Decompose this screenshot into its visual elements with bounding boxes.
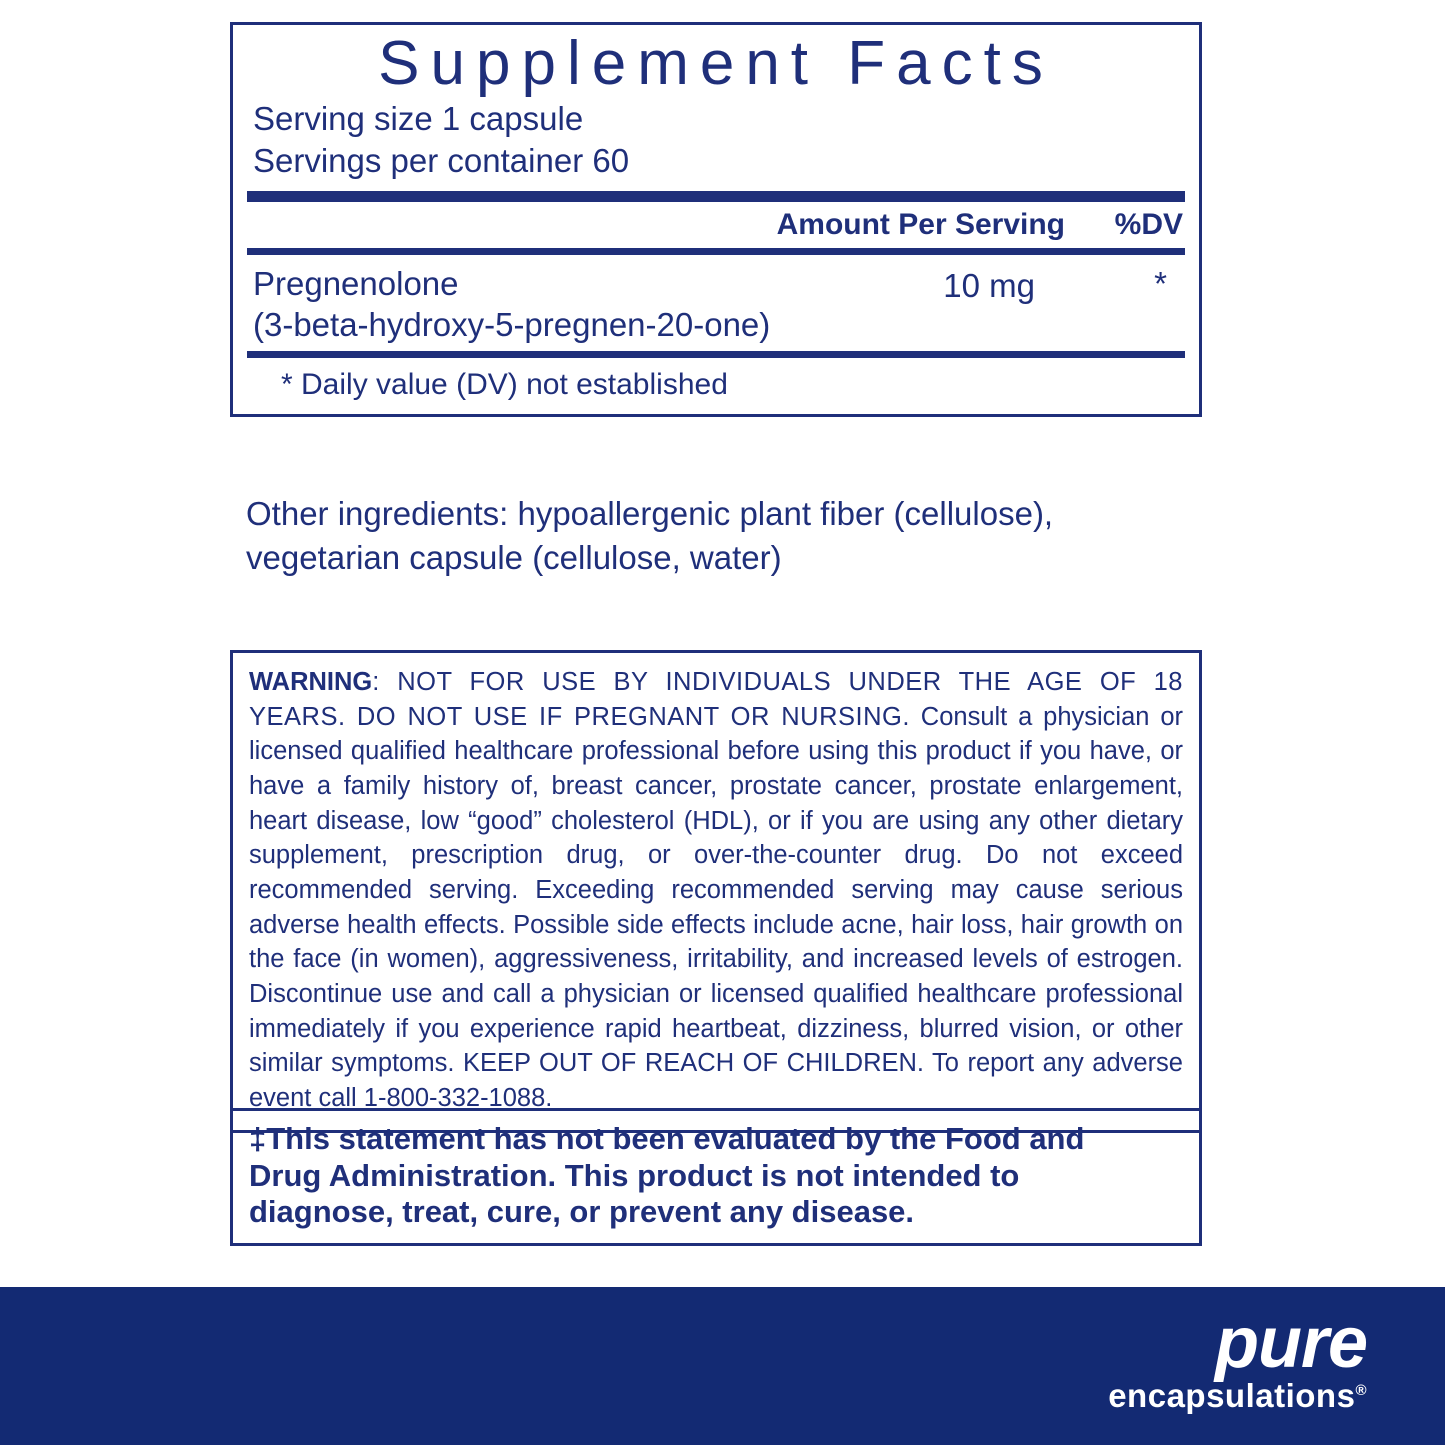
divider-thick-top bbox=[247, 191, 1185, 202]
fda-disclaimer-line-1: ‡This statement has not been evaluated by the Food and bbox=[249, 1121, 1085, 1156]
fda-disclaimer-line-3: diagnose, treat, cure, or prevent any disease. bbox=[249, 1194, 915, 1230]
supplement-facts-header-row bbox=[247, 202, 1185, 248]
brand-footer-bar bbox=[0, 1287, 1445, 1445]
brand-logo bbox=[1108, 1303, 1367, 1415]
brand-subname-text: encapsulations bbox=[1108, 1377, 1356, 1415]
nutrient-amount: 10 mg bbox=[943, 266, 1035, 304]
nutrient-name-main: Pregnenolone bbox=[253, 264, 459, 302]
warning-box bbox=[230, 650, 1202, 1133]
daily-value-footnote: * Daily value (DV) not established bbox=[281, 368, 728, 402]
brand-subname bbox=[1108, 1377, 1367, 1415]
servings-per-container: Servings per container 60 bbox=[253, 142, 630, 180]
warning-lead: : NOT FOR USE BY INDIVIDUALS UNDER THE AGE OF 18 YEARS. DO NOT USE IF PREGNANT OR NURSING. bbox=[249, 668, 1183, 731]
divider-under-header bbox=[247, 248, 1185, 255]
other-ingredients: Other ingredients: hypoallergenic plant fiber (cellulose), vegetarian capsule (cellulose, water) bbox=[246, 495, 1054, 576]
nutrient-dv: * bbox=[1154, 264, 1167, 302]
fda-disclaimer-box bbox=[230, 1108, 1202, 1246]
table-row bbox=[247, 255, 1185, 352]
brand-name: pure bbox=[1214, 1303, 1367, 1383]
column-header-amount: Amount Per Serving bbox=[776, 207, 1065, 241]
warning-label: WARNING bbox=[249, 668, 373, 696]
nutrient-name bbox=[253, 263, 893, 346]
registered-mark-icon: ® bbox=[1355, 1382, 1367, 1400]
nutrient-name-sub: (3-beta-hydroxy-5-pregnen-20-one) bbox=[253, 305, 771, 343]
supplement-facts-title: Supplement Facts bbox=[378, 29, 1054, 98]
serving-size: Serving size 1 capsule bbox=[253, 100, 584, 138]
fda-disclaimer-text bbox=[249, 1121, 1183, 1231]
warning-text bbox=[249, 665, 1183, 1116]
column-header-dv: %DV bbox=[1114, 207, 1183, 241]
supplement-facts-panel bbox=[230, 22, 1202, 417]
divider-under-rows bbox=[247, 351, 1185, 358]
fda-disclaimer-line-2: Drug Administration. This product is not intended to bbox=[249, 1157, 1020, 1193]
warning-body: Consult a physician or licensed qualified healthcare professional before using this product if you have, or have a family history of, breast cancer, prostate cancer, prostate enlargement, heart disease, low “good” cholesterol (HDL), or if you are using any other dietary supplement, prescription drug, or over-the-counter drug. Do not exceed recommended serving. Exceeding recommended serving may cause serious adverse health effects. Possible side effects include acne, hair loss, hair growth on the face (in women), aggressiveness, irritability, and increased levels of estrogen. Discontinue use and call a physician or licensed qualified healthcare professional immediately if you experience rapid heartbeat, dizziness, blurred vision, or other similar symptoms. KEEP OUT OF REACH OF CHILDREN. To report any adverse event call 1-800-332-1088. bbox=[249, 702, 1183, 1113]
